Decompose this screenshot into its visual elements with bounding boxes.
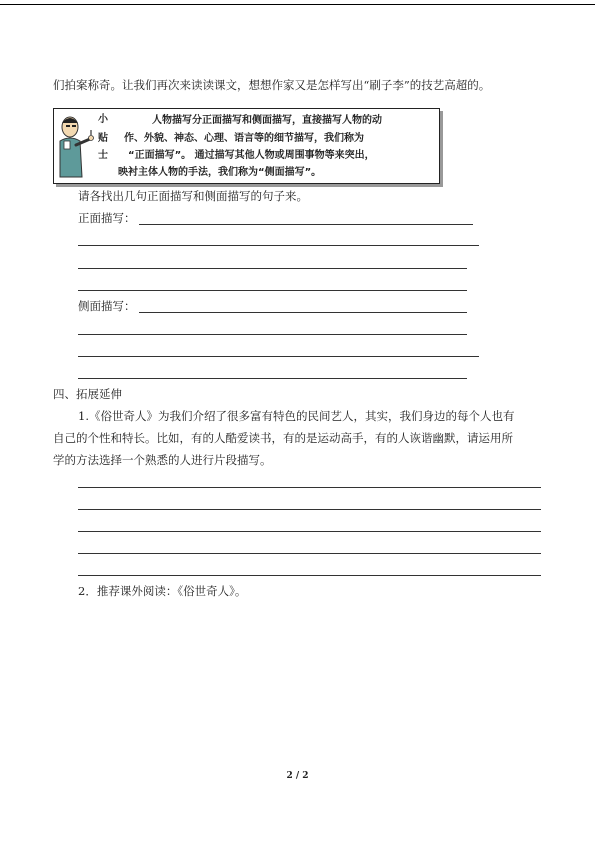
task-prompt: 请各找出几句正面描写和侧面描写的句子来。 bbox=[78, 189, 308, 203]
front-description-label: 正面描写： bbox=[78, 211, 136, 225]
teacher-illustration-icon bbox=[56, 111, 98, 181]
tip-line: “正面描写”。 通过描写其他人物或周围事物等来突出， bbox=[128, 150, 375, 161]
tip-box bbox=[53, 108, 440, 184]
section-heading: 四、拓展延伸 bbox=[53, 387, 122, 401]
question-2: 2．推荐课外阅读：《俗世奇人》。 bbox=[78, 584, 247, 598]
tip-line: 作、外貌、神态、心理、语言等的细节描写，我们称为 bbox=[124, 133, 364, 144]
top-border bbox=[0, 4, 595, 5]
question-1-line: 学的方法选择一个熟悉的人进行片段描写。 bbox=[53, 453, 272, 467]
answer-line[interactable] bbox=[78, 553, 541, 554]
answer-line[interactable] bbox=[139, 312, 467, 313]
tip-line: 人物描写分正面描写和侧面描写，直接描写人物的动 bbox=[152, 115, 382, 126]
answer-line[interactable] bbox=[78, 575, 541, 576]
answer-line[interactable] bbox=[78, 531, 541, 532]
tip-side-label-1: 小 bbox=[98, 114, 108, 125]
answer-line[interactable] bbox=[78, 245, 479, 246]
answer-line[interactable] bbox=[78, 290, 467, 291]
answer-line[interactable] bbox=[78, 356, 479, 357]
tip-side-label-3: 士 bbox=[98, 150, 108, 161]
side-description-label: 侧面描写： bbox=[78, 299, 136, 313]
answer-line[interactable] bbox=[78, 487, 541, 488]
answer-line[interactable] bbox=[78, 334, 467, 335]
answer-line[interactable] bbox=[139, 224, 473, 225]
tip-side-label-2: 贴 bbox=[98, 133, 108, 144]
tip-line: 映衬主体人物的手法，我们称为“侧面描写”。 bbox=[118, 167, 322, 178]
answer-line[interactable] bbox=[78, 378, 467, 379]
intro-line: 们拍案称奇。让我们再次来读读课文，想想作家又是怎样写出“刷子李”的技艺高超的。 bbox=[53, 78, 491, 92]
question-1-line: 1.《俗世奇人》为我们介绍了很多富有特色的民间艺人，其实，我们身边的每个人也有 bbox=[78, 409, 515, 423]
answer-line[interactable] bbox=[78, 509, 541, 510]
answer-line[interactable] bbox=[78, 268, 467, 269]
question-1-line: 自己的个性和特长。比如，有的人酷爱读书，有的是运动高手，有的人诙谐幽默，请运用所 bbox=[53, 431, 513, 445]
page-number: 2 / 2 bbox=[286, 771, 309, 781]
